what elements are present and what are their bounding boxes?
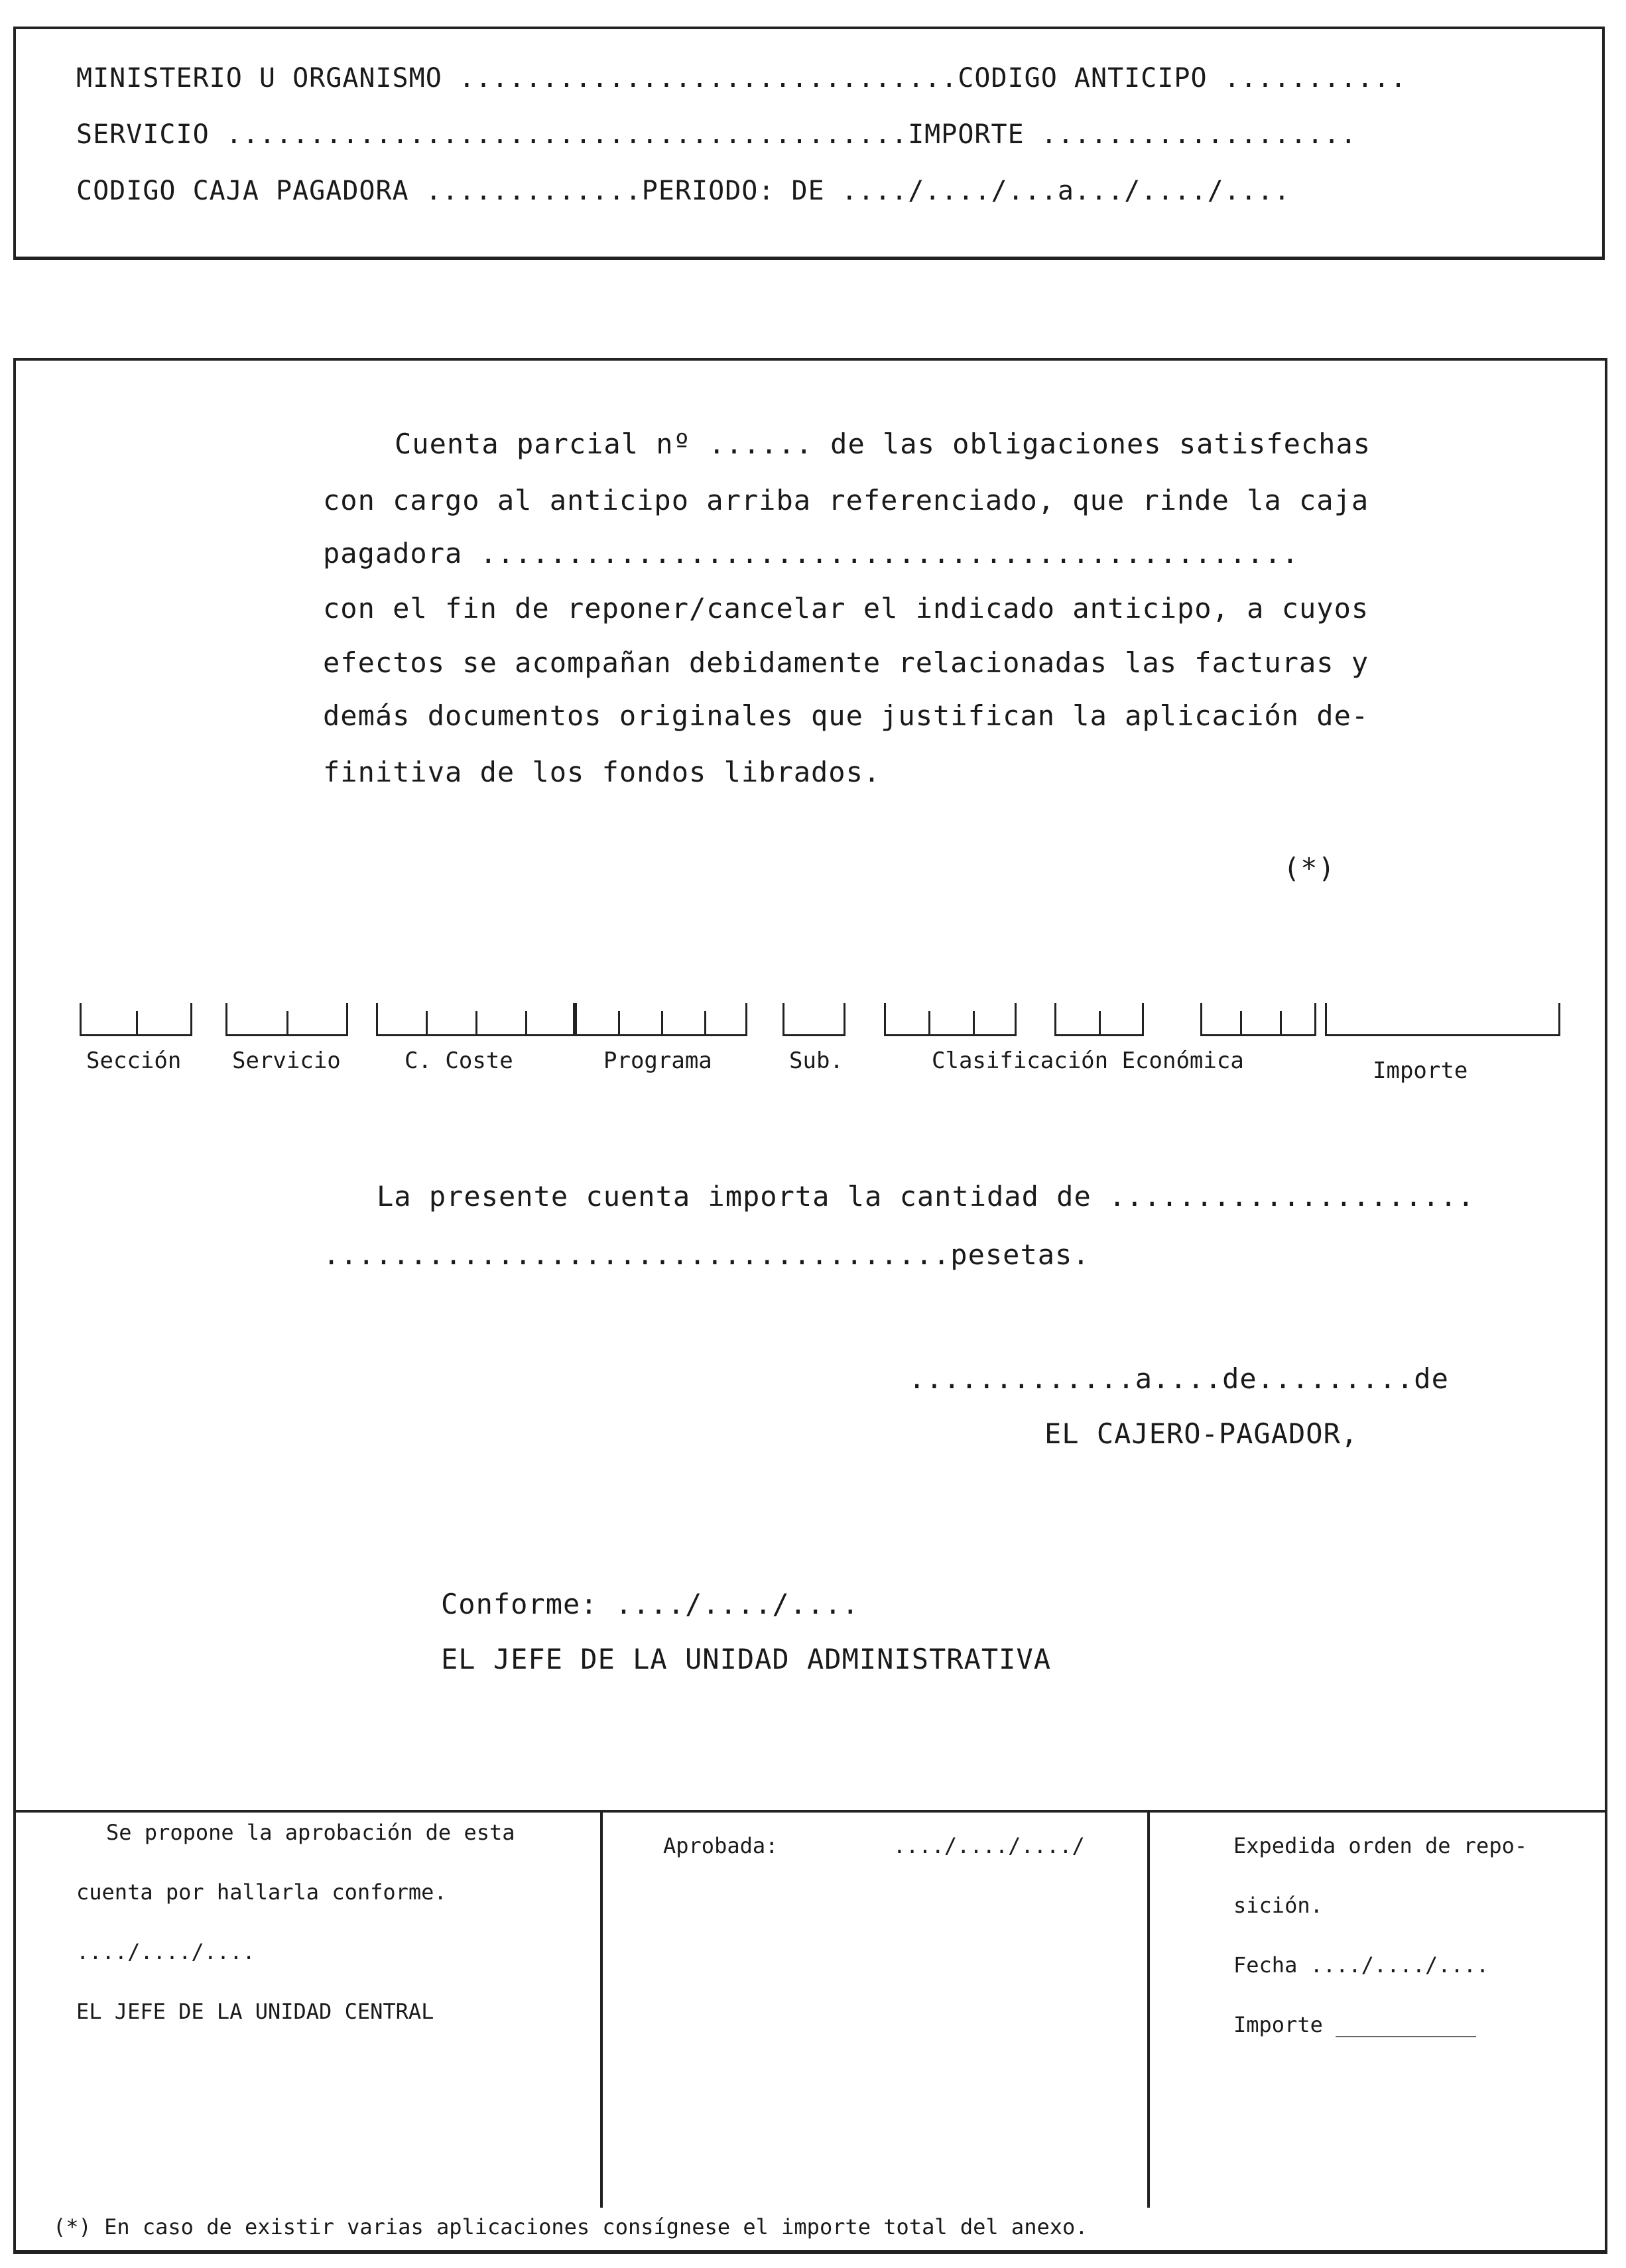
jefe-unidad-administrativa-label: EL JEFE DE LA UNIDAD ADMINISTRATIVA	[441, 1643, 1052, 1675]
header-servicio-line: SERVICIO .........................................IMPORTE ...................	[76, 119, 1357, 150]
header-ministerio-line: MINISTERIO U ORGANISMO ..............................CODIGO ANTICIPO ...........	[76, 63, 1407, 93]
col1-line-2: cuenta por hallarla conforme.	[76, 1880, 447, 1905]
body-line-5: efectos se acompañan debidamente relacionadas las facturas y	[323, 646, 1369, 679]
signature-date-line: .............a....de.........de	[908, 1362, 1449, 1395]
conforme-date-line: Conforme: ..../..../....	[441, 1588, 859, 1620]
body-line-1: Cuenta parcial nº ...... de las obligaciones satisfechas	[395, 428, 1371, 460]
body-line-7: finitiva de los fondos librados.	[323, 756, 881, 788]
aprobada-line: Aprobada: ..../..../..../	[663, 1833, 1085, 1858]
clasificacion-divider-3	[1099, 1011, 1101, 1036]
label-servicio: Servicio	[232, 1047, 341, 1074]
approval-divider-2	[1147, 1810, 1150, 2208]
programa-divider-1	[618, 1011, 620, 1036]
label-sub: Sub.	[789, 1047, 844, 1074]
asterisk-note-marker: (*)	[1283, 852, 1336, 884]
col1-date-line: ..../..../....	[76, 1939, 255, 1964]
importe-box	[1325, 1003, 1560, 1036]
col3-importe-line: Importe ___________	[1233, 2012, 1477, 2037]
seccion-divider	[136, 1011, 138, 1036]
body-line-6: demás documentos originales que justifican la aplicación de-	[323, 699, 1369, 732]
clasificacion-boxes-1	[884, 1003, 1017, 1036]
amount-line-2: ....................................pesetas.	[323, 1238, 1090, 1271]
clasificacion-divider-4	[1240, 1011, 1242, 1036]
clasificacion-divider-5	[1280, 1011, 1282, 1036]
label-importe: Importe	[1373, 1057, 1468, 1084]
programa-divider-3	[704, 1011, 706, 1036]
body-line-2: con cargo al anticipo arriba referenciado, que rinde la caja	[323, 484, 1369, 516]
programa-divider-2	[661, 1011, 663, 1036]
label-coste: C. Coste	[405, 1047, 513, 1074]
approval-divider-1	[600, 1810, 603, 2208]
label-programa: Programa	[603, 1047, 712, 1074]
body-line-3: pagadora ...............................................	[323, 537, 1300, 569]
amount-line-1: La presente cuenta importa la cantidad de .....................	[377, 1180, 1475, 1213]
body-line-4: con el fin de reponer/cancelar el indicado anticipo, a cuyos	[323, 592, 1369, 625]
col3-line-1: Expedida orden de repo-	[1233, 1833, 1528, 1858]
jefe-unidad-central-label: EL JEFE DE LA UNIDAD CENTRAL	[76, 1999, 434, 2024]
cajero-pagador-label: EL CAJERO-PAGADOR,	[1044, 1417, 1359, 1450]
col3-fecha-line: Fecha ..../..../....	[1233, 1952, 1489, 1978]
coste-divider-1	[426, 1011, 428, 1036]
servicio-divider	[286, 1011, 288, 1036]
clasificacion-divider-2	[973, 1011, 975, 1036]
clasificacion-boxes-3	[1200, 1003, 1316, 1036]
label-seccion: Sección	[86, 1047, 182, 1074]
header-caja-line: CODIGO CAJA PAGADORA .............PERIODO: DE ..../..../...a.../..../....	[76, 176, 1290, 206]
coste-divider-2	[475, 1011, 477, 1036]
footnote: (*) En caso de existir varias aplicaciones consígnese el importe total del anexo.	[53, 2214, 1088, 2239]
col3-line-2: sición.	[1233, 1893, 1323, 1918]
sub-boxes	[782, 1003, 845, 1036]
clasificacion-divider-1	[928, 1011, 930, 1036]
col1-line-1: Se propone la aprobación de esta	[106, 1820, 515, 1845]
coste-divider-3	[525, 1011, 527, 1036]
label-clasificacion: Clasificación Económica	[932, 1047, 1244, 1074]
